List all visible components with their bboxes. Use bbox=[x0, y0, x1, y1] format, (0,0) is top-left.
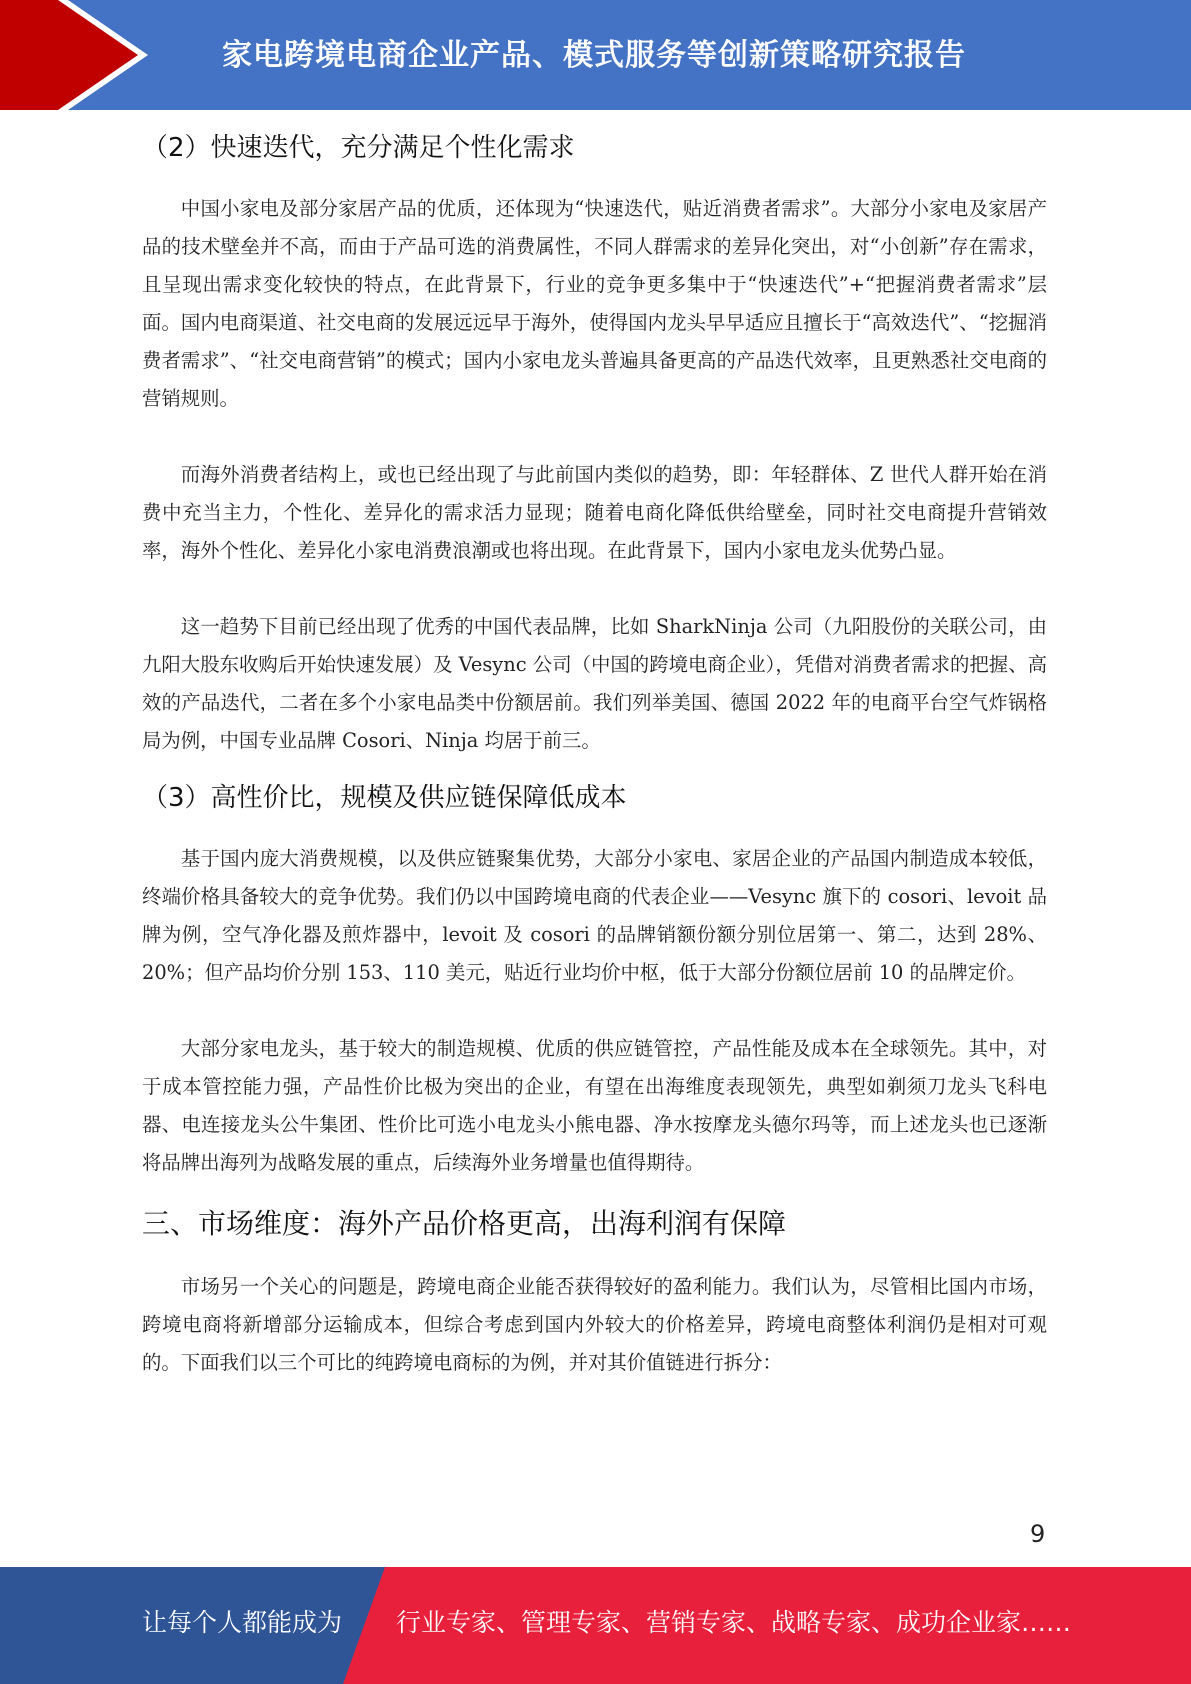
section-heading-three: 三、市场维度：海外产品价格更高，出海利润有保障 bbox=[142, 1207, 787, 1240]
paragraph: 市场另一个关心的问题是，跨境电商企业能否获得较好的盈利能力。我们认为，尽管相比国内市场，跨境电商将新增部分运输成本，但综合考虑到国内外较大的价格差异，跨境电商整体利润仍是相对可观的。下面我们以三个可比的纯跨境电商标的为例，并对其价值链进行拆分： bbox=[142, 1275, 1047, 1374]
paragraph: 这一趋势下目前已经出现了优秀的中国代表品牌，比如 SharkNinja 公司（九阳股份的关联公司，由九阳大股东收购后开始快速发展）及 Vesync 公司（中国的跨境电商企业），凭借对消费者需求的把握、高效的产品迭代，二者在多个小家电品类中份额居前。我们列举美国、德国 2022 年的电商平台空气炸锅格局为例，中国专业品牌 Cosori、Ninja 均居于前三。 bbox=[142, 615, 1047, 752]
subsection-heading-2: （2）快速迭代，充分满足个性化需求 bbox=[142, 133, 575, 163]
paragraph: 大部分家电龙头，基于较大的制造规模、优质的供应链管控，产品性能及成本在全球领先。其中，对于成本管控能力强，产品性价比极为突出的企业，有望在出海维度表现领先，典型如剃须刀龙头飞科电器、电连接龙头公牛集团、性价比可选小电龙头小熊电器、净水按摩龙头德尔玛等，而上述龙头也已逐渐将品牌出海列为战略发展的重点，后续海外业务增量也值得期待。 bbox=[142, 1037, 1047, 1174]
paragraph: 基于国内庞大消费规模，以及供应链聚集优势，大部分小家电、家居企业的产品国内制造成本较低，终端价格具备较大的竞争优势。我们仍以中国跨境电商的代表企业——Vesync 旗下的 cosori、levoit 品牌为例，空气净化器及煎炸器中，levoit 及 cosori 的品牌销额份额分别位居第一、第二，达到 28%、20%；但产品均价分别 153、110 美元，贴近行业均价中枢，低于大部分份额位居前 10 的品牌定价。 bbox=[142, 847, 1047, 984]
paragraph: 中国小家电及部分家居产品的优质，还体现为“快速迭代，贴近消费者需求”。大部分小家电及家居产品的技术壁垒并不高，而由于产品可选的消费属性，不同人群需求的差异化突出，对“小创新”存在需求，且呈现出需求变化较快的特点，在此背景下，行业的竞争更多集中于“快速迭代”+“把握消费者需求”层面。国内电商渠道、社交电商的发展远远早于海外，使得国内龙头早早适应且擅长于“高效迭代”、“挖掘消费者需求”、“社交电商营销”的模式；国内小家电龙头普遍具备更高的产品迭代效率，且更熟悉社交电商的营销规则。 bbox=[142, 197, 1047, 410]
footer-slogan-left: 让每个人都能成为 bbox=[142, 1608, 343, 1637]
main-content bbox=[142, 128, 1047, 1382]
footer-slogan-right: 行业专家、管理专家、营销专家、战略专家、成功企业家…… bbox=[396, 1608, 1072, 1637]
page-number: 9 bbox=[1030, 1520, 1046, 1548]
page-header bbox=[0, 0, 1191, 110]
header-arrow-icon bbox=[0, 0, 160, 110]
header-title: 家电跨境电商企业产品、模式服务等创新策略研究报告 bbox=[222, 38, 966, 73]
page-footer bbox=[0, 1567, 1191, 1684]
subsection-heading-3: （3）高性价比，规模及供应链保障低成本 bbox=[142, 783, 627, 813]
paragraph: 而海外消费者结构上，或也已经出现了与此前国内类似的趋势，即：年轻群体、Z 世代人群开始在消费中充当主力，个性化、差异化的需求活力显现；随着电商化降低供给壁垒，同时社交电商提升营销效率，海外个性化、差异化小家电消费浪潮或也将出现。在此背景下，国内小家电龙头优势凸显。 bbox=[142, 463, 1047, 562]
